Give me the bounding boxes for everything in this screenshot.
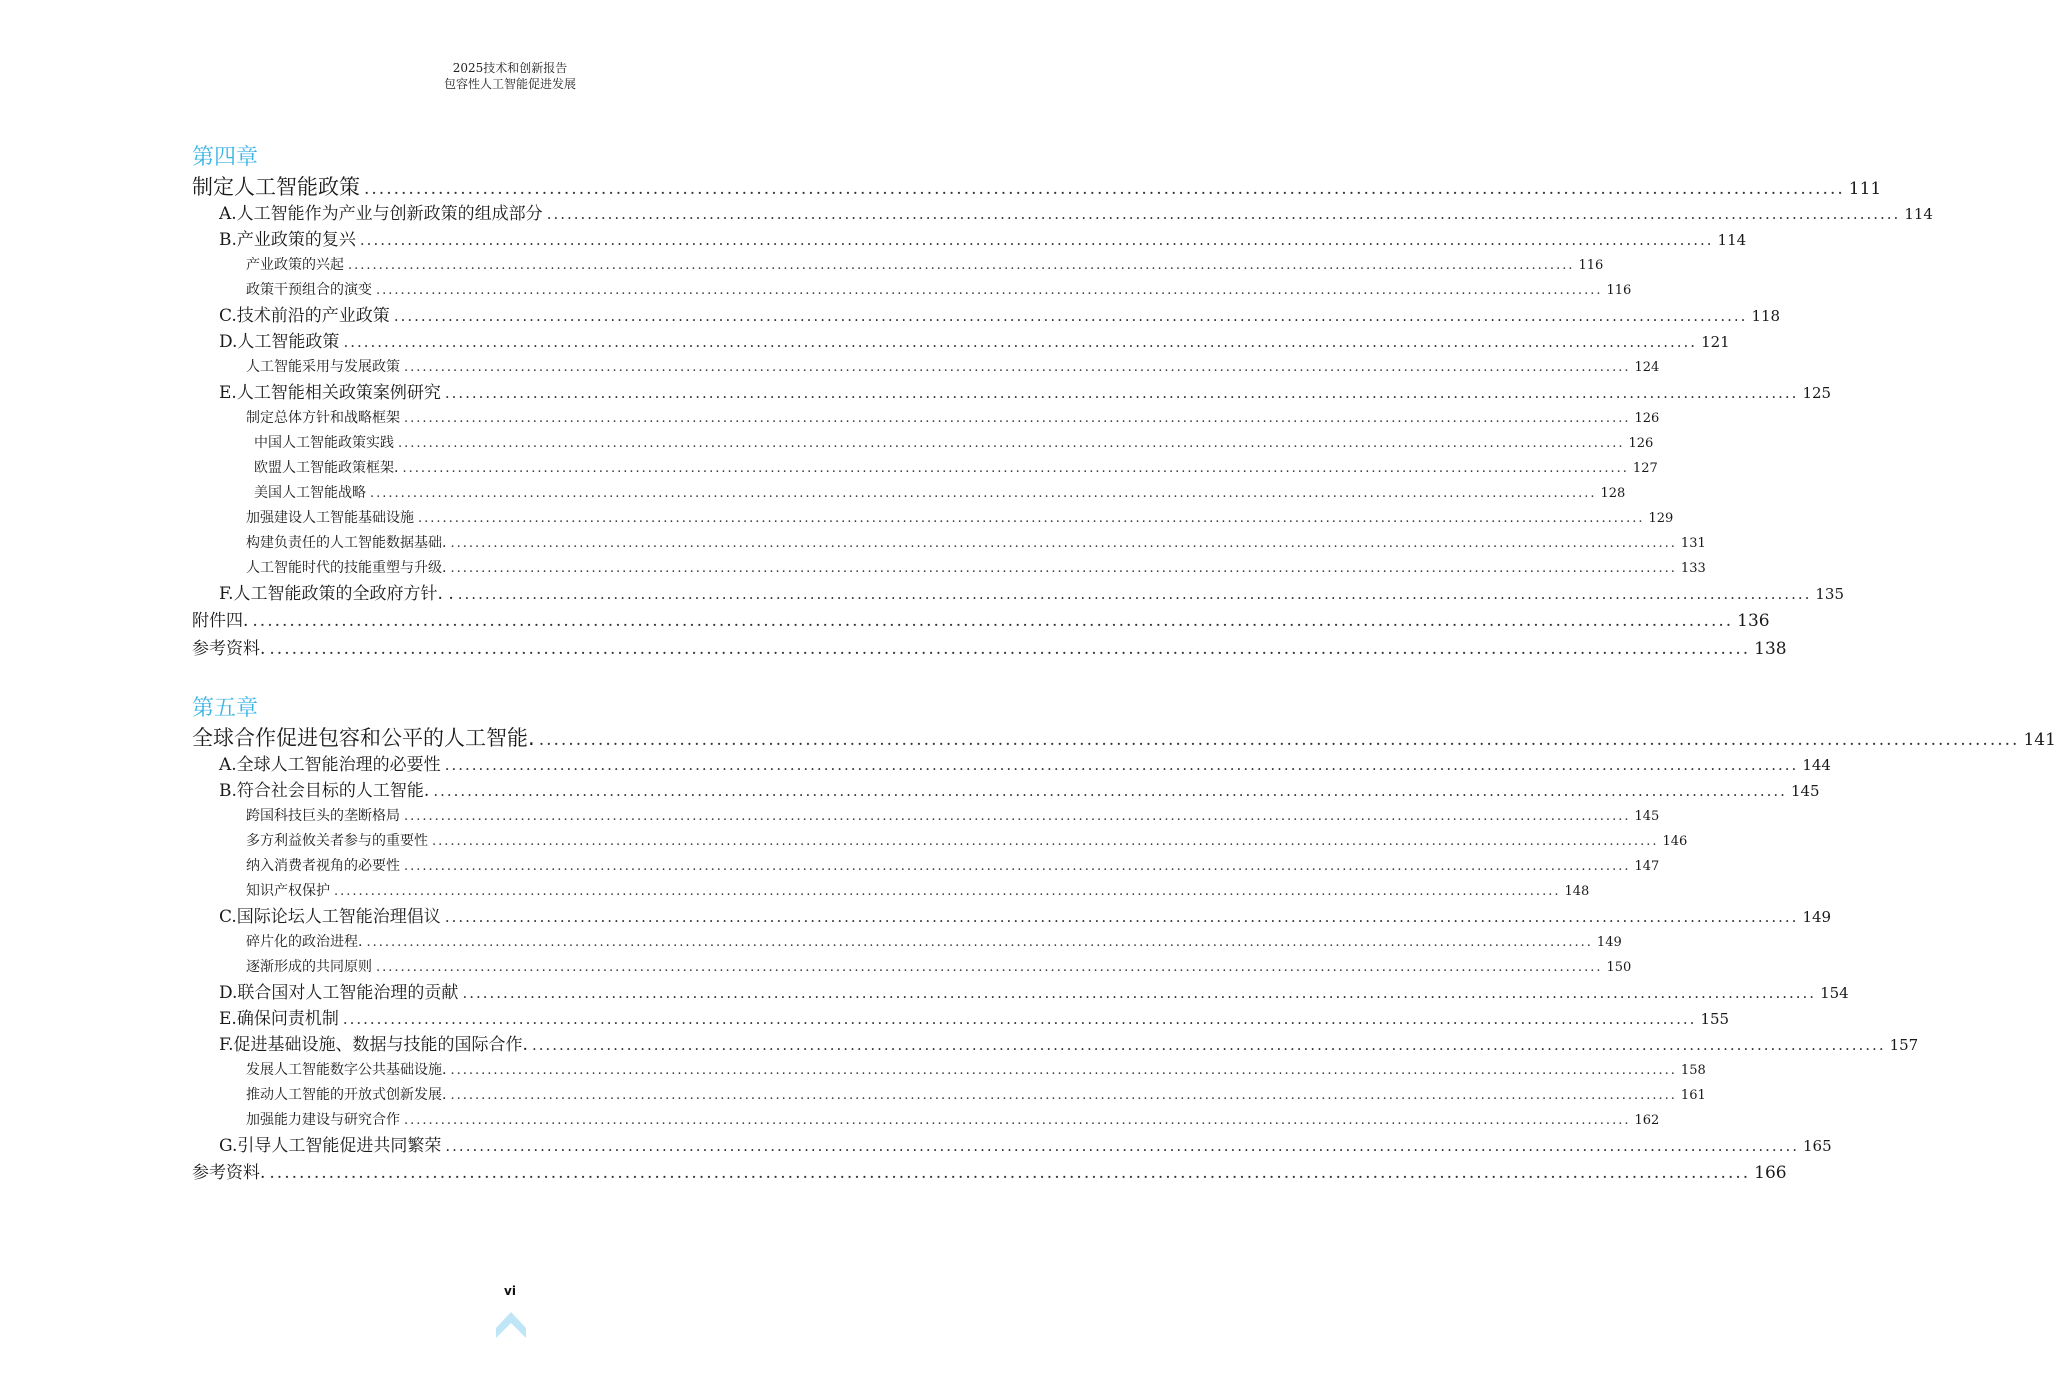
toc-entry-title: A.人工智能作为产业与创新政策的组成部分 [219, 204, 543, 224]
toc-entry-title: 纳入消费者视角的必要性 [246, 858, 400, 874]
toc-entry-title: C.技术前沿的产业政策 [219, 306, 390, 326]
dot-leader: ........................................................................................................................................................................................................ [402, 461, 1629, 476]
toc-entry[interactable] [192, 752, 1831, 778]
toc-entry[interactable] [192, 1083, 1706, 1108]
toc-entry[interactable] [192, 1159, 1787, 1187]
toc-entry-page: 145 [1634, 809, 1660, 824]
toc-entry-page: 141 [2023, 730, 2056, 750]
toc-entry-page: 166 [1754, 1163, 1787, 1183]
toc-entry-title: D.人工智能政策 [219, 332, 340, 352]
dot-leader: ........................................................................................................................................................................................................ [342, 1010, 1697, 1028]
toc-entry[interactable] [192, 854, 1660, 879]
toc-entry-page: 125 [1802, 384, 1832, 402]
toc-entry-title: 参考资料. [192, 1163, 266, 1183]
toc-entry-title: 发展人工智能数字公共基础设施. [246, 1062, 447, 1078]
toc-entry-title: 制定总体方针和战略框架 [246, 410, 400, 426]
toc-entry[interactable] [192, 724, 2056, 752]
toc-entry-title: 人工智能时代的技能重塑与升级. [246, 560, 447, 576]
chapter-4-toc [192, 145, 1933, 663]
toc-entry-title: 欧盟人工智能政策框架. [254, 460, 399, 476]
toc-entry-page: 158 [1680, 1063, 1706, 1078]
toc-entry[interactable] [192, 804, 1660, 829]
toc-entry-page: 124 [1634, 360, 1660, 375]
toc-entry[interactable] [192, 1133, 1832, 1159]
toc-entry-title: 推动人工智能的开放式创新发展. [246, 1087, 447, 1103]
toc-entry-page: 126 [1628, 436, 1654, 451]
toc-entry-title: 政策干预组合的演变 [246, 282, 372, 298]
dot-leader: ........................................................................................................................................................................................................ [376, 960, 1603, 975]
toc-entry[interactable] [192, 607, 1770, 635]
toc-entry[interactable] [192, 930, 1622, 955]
toc-entry-page: 161 [1680, 1088, 1706, 1103]
dot-leader: ........................................................................................................................................................................................................ [445, 1137, 1800, 1155]
dot-leader: ........................................................................................................................................................................................................ [546, 205, 1901, 223]
toc-entry[interactable] [192, 556, 1706, 581]
toc-entry-page: 114 [1717, 231, 1747, 249]
toc-entry-title: 跨国科技巨头的垄断格局 [246, 808, 400, 824]
report-subtitle: 包容性人工智能促进发展 [443, 77, 576, 91]
dot-leader: ........................................................................................................................................................................................................ [398, 436, 1625, 451]
toc-entry-title: 人工智能采用与发展政策 [246, 359, 400, 375]
toc-entry-page: 165 [1803, 1137, 1832, 1155]
toc-entry-page: 138 [1754, 639, 1787, 659]
dot-leader: ........................................................................................................................................................................................................ [334, 884, 1561, 899]
report-title: 2025技术和创新报告 [452, 61, 568, 75]
toc-entry[interactable] [192, 456, 1658, 481]
dot-leader: ........................................................................................................................................................................................................ [348, 258, 1575, 273]
toc-entry[interactable] [192, 829, 1688, 854]
toc-entry-title: 参考资料. [192, 639, 266, 659]
toc-entry-page: 145 [1790, 782, 1820, 800]
toc-entry[interactable] [192, 581, 1845, 607]
chapter-label: 第四章 [192, 145, 259, 170]
toc-entry[interactable] [192, 778, 1820, 804]
toc-entry[interactable] [192, 879, 1590, 904]
toc-entry-page: 135 [1815, 585, 1845, 603]
dot-leader: ........................................................................................................................................................................................................ [450, 1088, 1677, 1103]
toc-entry-page: 116 [1606, 283, 1632, 298]
toc-entry-page: 155 [1700, 1010, 1730, 1028]
dot-leader: ........................................................................................................................................................................................................ [450, 561, 1677, 576]
toc-entry-page: 121 [1701, 333, 1730, 351]
toc-entry-page: 131 [1680, 536, 1706, 551]
toc-entry[interactable] [192, 278, 1632, 303]
toc-entry[interactable] [192, 227, 1747, 253]
toc-entry[interactable] [192, 173, 1882, 201]
dot-leader: ........................................................................................................................................................................................................ [531, 1036, 1886, 1054]
dot-leader: ........................................................................................................................................................................................................ [404, 809, 1631, 824]
dot-leader: ........................................................................................................................................................................................................ [269, 1163, 1751, 1183]
dot-leader: ........................................................................................................................................................................................................ [433, 782, 1787, 800]
toc-entry-title: F.促进基础设施、数据与技能的国际合作. [219, 1035, 528, 1055]
toc-entry-title: 加强能力建设与研究合作 [246, 1112, 400, 1128]
toc-entry-page: 144 [1802, 756, 1831, 774]
toc-entry-page: 149 [1802, 908, 1832, 926]
toc-entry[interactable] [192, 201, 1933, 227]
toc-list [192, 724, 2056, 1187]
toc-entry-page: 157 [1889, 1036, 1919, 1054]
toc-entry-title: A.全球人工智能治理的必要性 [219, 755, 441, 775]
toc-entry-page: 148 [1564, 884, 1590, 899]
dot-leader: ........................................................................................................................................................................................................ [404, 859, 1631, 874]
toc-entry-page: 136 [1737, 611, 1770, 631]
toc-entry-page: 114 [1904, 205, 1933, 223]
toc-entry-title: 美国人工智能战略 [254, 485, 366, 501]
toc-entry-title: G.引导人工智能促进共同繁荣 [219, 1136, 442, 1156]
toc-entry-title: E.确保问责机制 [219, 1009, 339, 1029]
toc-entry-title: E.人工智能相关政策案例研究 [219, 383, 441, 403]
toc-entry[interactable] [192, 1058, 1706, 1083]
toc-entry-title: 全球合作促进包容和公平的人工智能. [192, 726, 535, 750]
toc-entry-title: 中国人工智能政策实践 [254, 435, 394, 451]
dot-leader: ........................................................................................................................................................................................................ [418, 511, 1645, 526]
dot-leader: ........................................................................................................................................................................................................ [404, 360, 1631, 375]
toc-entry[interactable] [192, 531, 1706, 556]
toc-entry-title: B.产业政策的复兴 [219, 230, 356, 250]
toc-entry-title: 产业政策的兴起 [246, 257, 344, 273]
toc-entry-title: 制定人工智能政策 [192, 175, 360, 199]
toc-entry-page: 116 [1578, 258, 1604, 273]
dot-leader: ........................................................................................................................................................................................................ [462, 984, 1817, 1002]
dot-leader: ........................................................................................................................................................................................................ [370, 486, 1597, 501]
toc-entry[interactable] [192, 955, 1632, 980]
toc-entry-title: 附件四. [192, 611, 249, 631]
toc-entry[interactable] [192, 329, 1730, 355]
toc-list [192, 173, 1933, 663]
dot-leader: ........................................................................................................................................................................................................ [404, 411, 1631, 426]
dot-leader: ........................................................................................................................................................................................................ [457, 585, 1812, 603]
toc-entry-page: 126 [1634, 411, 1660, 426]
toc-entry[interactable] [192, 1006, 1730, 1032]
dot-leader: ........................................................................................................................................................................................................ [450, 536, 1677, 551]
dot-leader: ........................................................................................................................................................................................................ [444, 756, 1799, 774]
dot-leader: ........................................................................................................................................................................................................ [366, 935, 1593, 950]
toc-entry-title: 碎片化的政治进程. [246, 934, 363, 950]
dot-leader: ........................................................................................................................................................................................................ [432, 834, 1659, 849]
toc-entry[interactable] [192, 635, 1787, 663]
dot-leader: ........................................................................................................................................................................................................ [404, 1113, 1631, 1128]
dot-leader: ........................................................................................................................................................................................................ [359, 231, 1714, 249]
toc-entry-title: 构建负责任的人工智能数据基础. [246, 535, 447, 551]
toc-entry-page: 146 [1662, 834, 1688, 849]
toc-entry-page: 149 [1596, 935, 1622, 950]
toc-entry[interactable] [192, 406, 1660, 431]
toc-entry[interactable] [192, 481, 1626, 506]
dot-leader: ........................................................................................................................................................................................................ [538, 730, 2020, 750]
toc-entry-title: C.国际论坛人工智能治理倡议 [219, 907, 441, 927]
toc-entry[interactable] [192, 355, 1660, 380]
dot-leader: ........................................................................................................................................................................................................ [376, 283, 1603, 298]
toc-entry-page: 133 [1680, 561, 1706, 576]
dot-leader: ........................................................................................................................................................................................................ [343, 333, 1698, 351]
toc-entry[interactable] [192, 431, 1654, 456]
dot-leader: ........................................................................................................................................................................................................ [444, 908, 1799, 926]
toc-entry-page: 111 [1848, 179, 1882, 199]
toc-entry-title: F.人工智能政策的全政府方针. . [219, 584, 454, 604]
dot-leader: ........................................................................................................................................................................................................ [269, 639, 1751, 659]
toc-entry-page: 127 [1632, 461, 1658, 476]
toc-entry-page: 128 [1600, 486, 1626, 501]
toc-entry-page: 154 [1820, 984, 1849, 1002]
page-number: vi [504, 1284, 516, 1298]
toc-entry-title: 多方利益攸关者参与的重要性 [246, 833, 428, 849]
toc-entry[interactable] [192, 1032, 1919, 1058]
running-header [0, 60, 1020, 92]
dot-leader: ........................................................................................................................................................................................................ [364, 179, 1845, 199]
toc-entry-title: 加强建设人工智能基础设施 [246, 510, 414, 526]
toc-entry[interactable] [192, 303, 1781, 329]
toc-entry[interactable] [192, 1108, 1660, 1133]
dot-leader: ........................................................................................................................................................................................................ [444, 384, 1799, 402]
dot-leader: ........................................................................................................................................................................................................ [450, 1063, 1677, 1078]
toc-entry[interactable] [192, 253, 1604, 278]
toc-entry-page: 162 [1634, 1113, 1660, 1128]
dot-leader: ........................................................................................................................................................................................................ [252, 611, 1734, 631]
toc-entry[interactable] [192, 980, 1849, 1006]
toc-entry-title: B.符合社会目标的人工智能. [219, 781, 430, 801]
chapter-5-toc [192, 696, 2056, 1187]
toc-entry-page: 150 [1606, 960, 1632, 975]
toc-entry-title: 知识产权保护 [246, 883, 330, 899]
toc-entry-page: 129 [1648, 511, 1674, 526]
toc-entry-title: 逐渐形成的共同原则 [246, 959, 372, 975]
toc-entry-page: 147 [1634, 859, 1660, 874]
dot-leader: ........................................................................................................................................................................................................ [393, 307, 1748, 325]
chapter-label: 第五章 [192, 696, 259, 721]
toc-entry[interactable] [192, 380, 1832, 406]
toc-entry[interactable] [192, 904, 1832, 930]
toc-entry-page: 118 [1751, 307, 1781, 325]
toc-entry[interactable] [192, 506, 1674, 531]
toc-entry-title: D.联合国对人工智能治理的贡献 [219, 983, 459, 1003]
up-chevron-icon[interactable] [494, 1310, 528, 1340]
